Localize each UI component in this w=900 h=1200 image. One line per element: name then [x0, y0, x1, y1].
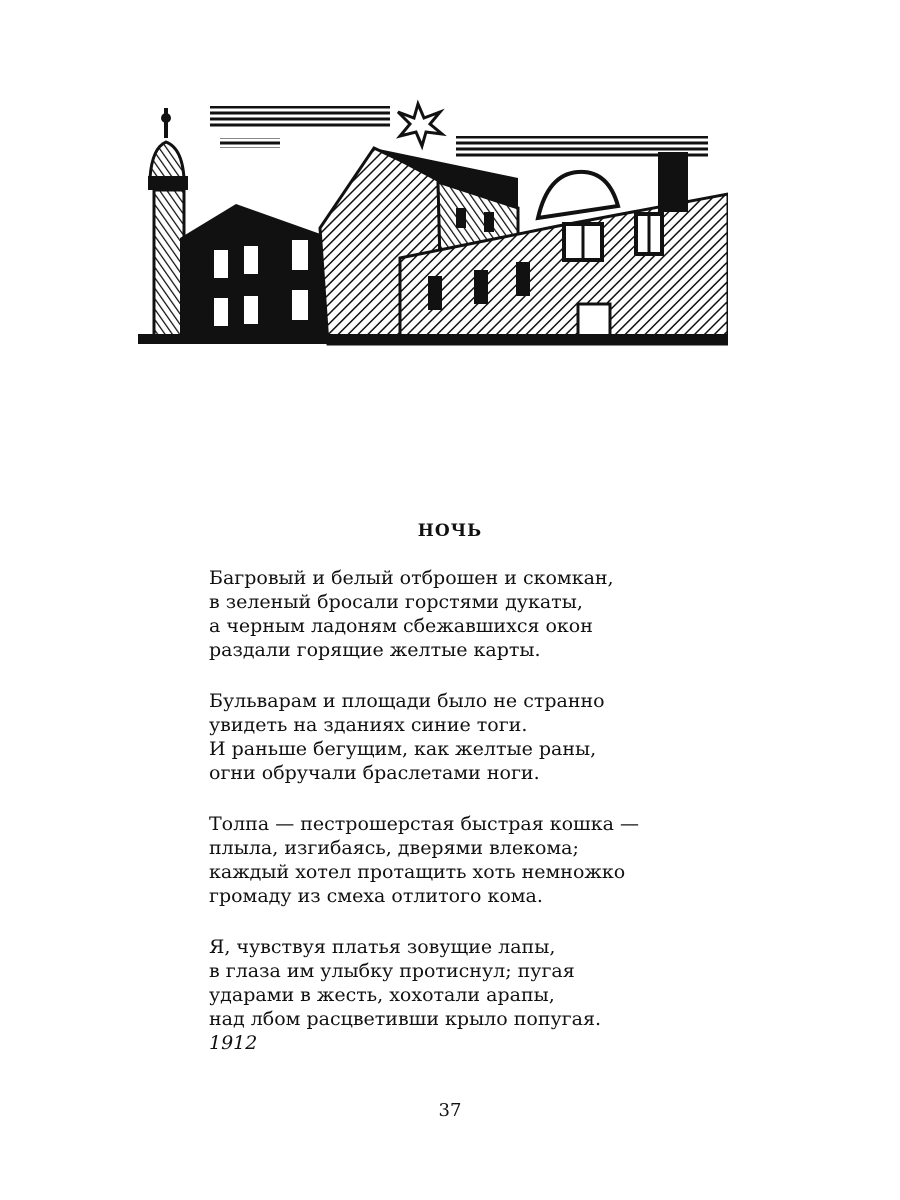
poem-line: над лбом расцветивши крыло попугая.	[209, 1008, 601, 1030]
stanza	[209, 566, 729, 662]
stanza	[209, 689, 729, 785]
poem-line: огни обручали браслетами ноги.	[209, 762, 540, 784]
stanza	[209, 812, 729, 908]
poem-line: И раньше бегущим, как желтые раны,	[209, 738, 597, 760]
poem-year: 1912	[209, 1032, 258, 1054]
poem-title: НОЧЬ	[417, 521, 483, 541]
star-icon	[398, 104, 442, 146]
poem-line: Багровый и белый отброшен и скомкан,	[209, 567, 614, 589]
sky-strokes	[210, 106, 708, 158]
poem-line: раздали горящие желтые карты.	[209, 639, 541, 661]
city-night-illustration	[138, 98, 728, 348]
page-number: 37	[438, 1100, 462, 1121]
ground-line	[138, 334, 728, 344]
poem-line: Толпа — пестрошерстая быстрая кошка —	[209, 813, 639, 835]
poem-line: громаду из смеха отлитого кома.	[209, 885, 543, 907]
dark-building	[180, 204, 328, 344]
poem-line: а черным ладоням сбежавшихся окон	[209, 615, 593, 637]
poem-line: плыла, изгибаясь, дверями влекома;	[209, 837, 579, 859]
poem-line: ударами в жесть, хохотали арапы,	[209, 984, 555, 1006]
poem-line: в зеленый бросали горстями дукаты,	[209, 591, 583, 613]
poem-line: увидеть на зданиях синие тоги.	[209, 714, 528, 736]
poem-line: Я, чувствуя платья зовущие лапы,	[209, 936, 556, 958]
poem-body	[209, 566, 729, 1058]
poem-line: каждый хотел протащить хоть немножко	[209, 861, 626, 883]
poem-line: Бульварам и площади было не странно	[209, 690, 605, 712]
poem-line: в глаза им улыбку протиснул; пугая	[209, 960, 575, 982]
stanza	[209, 935, 729, 1031]
